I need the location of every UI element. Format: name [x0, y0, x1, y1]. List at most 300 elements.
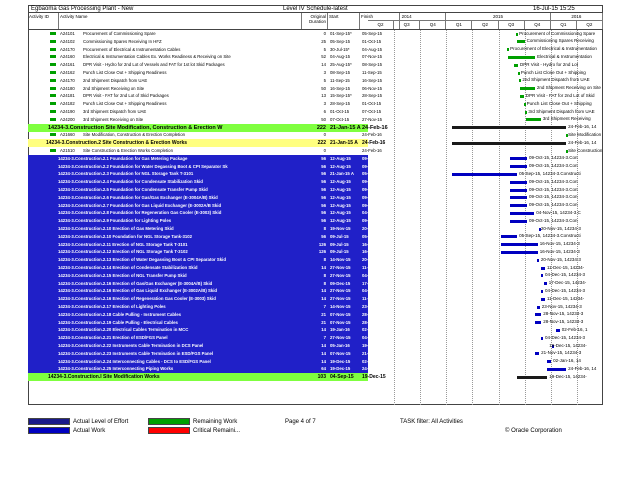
gantt-bar-label: 04-Dec-15, 14234-3	[544, 334, 585, 340]
activity-name: 14234-3.Construction.2.19 Cable Pulling - Electrical Cables	[58, 319, 178, 325]
gantt-bar[interactable]	[508, 56, 535, 59]
activity-row[interactable]	[28, 108, 382, 116]
finish-date: 24-Feb-16	[362, 148, 382, 153]
orig-duration: 52	[321, 54, 326, 60]
activity-row[interactable]	[28, 139, 386, 147]
start-date: 09-Jul-15	[330, 241, 349, 247]
gantt-bar-label: 24-Feb-16, 14	[568, 139, 597, 145]
start-date: 14-Nov-15	[330, 257, 351, 263]
activity-id: A24161	[60, 62, 75, 68]
activity-row[interactable]	[28, 287, 383, 295]
gantt-bar[interactable]	[452, 142, 566, 145]
start-date: 12-Aug-15	[330, 155, 351, 161]
activity-id: A24180	[60, 85, 75, 91]
gantt-bar-label: 11-Dec-15, 14234-	[546, 264, 585, 270]
gantt-bar-label: 09-Oct-15, 14234-3.Con	[528, 186, 578, 192]
gantt-bar[interactable]	[510, 220, 527, 223]
finish-date: 09-Oct-15	[362, 202, 382, 208]
start-date: 01-Sep-15*	[330, 31, 352, 36]
gantt-bar[interactable]	[507, 48, 509, 51]
orig-duration: 50	[321, 85, 326, 91]
quarter-q4: Q4	[420, 21, 446, 29]
finish-date: 09-Oct-15	[362, 163, 382, 169]
activity-type-icon	[50, 79, 56, 82]
activity-type-icon	[50, 48, 56, 51]
activity-row[interactable]	[28, 295, 383, 303]
activity-type-icon	[50, 63, 56, 66]
activity-row[interactable]	[28, 124, 388, 132]
gantt-bar-label: 23-Nov-15, 14234-3	[541, 303, 582, 309]
start-date: 12-Aug-15	[330, 194, 351, 200]
gantt-bar[interactable]	[510, 189, 527, 192]
legend-middle	[148, 418, 240, 436]
activity-name: 3rd Shipment Dispatch from UAE	[83, 109, 147, 114]
gantt-bar[interactable]	[510, 181, 527, 184]
orig-duration: 64	[321, 366, 326, 372]
year-2015: 2015	[446, 13, 550, 21]
activity-row[interactable]	[28, 350, 383, 358]
gantt-bar[interactable]	[537, 306, 540, 309]
report-title-bar	[28, 5, 603, 13]
activity-name: 2nd Shipment Dispatch from UAE	[83, 77, 148, 83]
gantt-chart	[368, 30, 603, 405]
task-filter: TASK filter: All Activities	[400, 419, 463, 425]
finish-date: 28-Sep-15	[362, 93, 383, 99]
activity-id: A24170	[60, 46, 75, 52]
finish-date: 16-Sep-15	[362, 77, 383, 83]
activity-row[interactable]	[28, 217, 382, 225]
orig-duration: 56	[321, 171, 326, 177]
activity-name: 14234-3.Construction.2.9 Foundation for Lighting Poles	[58, 218, 172, 224]
gantt-bar[interactable]	[517, 40, 525, 43]
orig-duration: 8	[323, 257, 326, 263]
activity-row[interactable]	[28, 53, 383, 61]
activity-name: Procurement of Electrical & Instrumentation Cables	[83, 46, 181, 52]
gantt-bar-label: 24-Feb-16, 14	[568, 124, 597, 130]
gantt-bar-label: 20-Nov-15, 14234-3	[540, 256, 581, 262]
gantt-bar[interactable]	[535, 313, 541, 316]
orig-duration: 14	[321, 296, 326, 302]
finish-date: 07-Oct-15	[362, 109, 382, 114]
gantt-bar[interactable]	[556, 329, 560, 332]
finish-date: 27-Nov-15	[362, 116, 383, 122]
quarter-q3: Q3	[499, 21, 525, 29]
finish-date: 16-Nov-15	[362, 241, 383, 247]
gantt-bar-label: 3rd Shipment Receiving	[542, 116, 591, 122]
gantt-bar[interactable]	[514, 64, 518, 67]
gantt-bar[interactable]	[541, 337, 543, 340]
start-date: 12-Aug-15	[330, 210, 351, 216]
activity-id: A21510	[60, 148, 75, 153]
gantt-bar[interactable]	[510, 204, 527, 207]
gantt-bar[interactable]	[501, 243, 538, 246]
orig-duration: 5	[323, 77, 326, 83]
activity-row[interactable]	[28, 170, 383, 178]
activity-row[interactable]	[28, 131, 382, 139]
finish-date: 07-Nov-15	[362, 54, 383, 60]
activity-row[interactable]	[28, 241, 383, 249]
activity-row[interactable]	[28, 77, 383, 85]
start-date: 27-Nov-15	[330, 272, 351, 278]
orig-duration: 56	[321, 187, 326, 192]
activity-id: A24182	[60, 101, 75, 107]
activity-name: 14234-3.Construction.2.8 Foundation for Regeneration Gas Cooler (E-3003) Skid	[58, 210, 222, 216]
gantt-bar[interactable]	[501, 235, 517, 238]
gantt-bar-label: 2nd Shipment Dispatch from UAE	[522, 77, 590, 83]
finish-date: 09-Oct-15	[362, 194, 382, 200]
activity-row[interactable]	[28, 358, 382, 366]
finish-date: 20-Nov-15	[362, 257, 383, 263]
activity-row[interactable]	[28, 116, 383, 124]
activity-row[interactable]	[28, 38, 382, 46]
activity-row[interactable]	[28, 92, 383, 100]
column-header	[28, 13, 603, 30]
finish-date: 09-Oct-15	[362, 218, 382, 224]
activity-row[interactable]	[28, 365, 383, 373]
gantt-bar[interactable]	[525, 111, 527, 114]
orig-duration: 0	[323, 148, 326, 153]
activity-name: 14234-3.Construction.2.17 Erection of Lighting Poles	[58, 304, 166, 309]
activity-row[interactable]	[28, 100, 382, 108]
orig-duration: 21	[321, 319, 326, 325]
start-date: 08-Sep-15	[330, 70, 351, 75]
start-date: 05-Jan-16	[330, 343, 350, 348]
finish-date: 17-Dec-15	[362, 280, 383, 286]
activity-name: 14234-3.Construction.2.18 Cable Pulling - Instrument Cables	[58, 311, 181, 317]
activity-row[interactable]	[28, 280, 383, 288]
gantt-bar[interactable]	[541, 274, 543, 277]
orig-duration: 56	[321, 233, 326, 239]
finish-date: 08-Sep-15	[362, 62, 383, 68]
start-date: 12-Aug-15	[330, 218, 351, 224]
activity-type-icon	[50, 55, 56, 58]
gridline	[499, 30, 500, 405]
activity-row[interactable]	[28, 272, 383, 280]
gantt-bar-label: Punch List Close Out + Shipping	[520, 69, 586, 75]
finish-date: 24-Feb-16	[362, 124, 388, 131]
orig-duration: 14	[321, 265, 326, 270]
finish-date: 05-Sep-15	[362, 233, 383, 239]
start-date: 09-Dec-15	[330, 280, 351, 286]
start-date: 09-Jul-15	[330, 233, 349, 239]
legend-swatch-remaining	[148, 418, 190, 425]
gantt-bar[interactable]	[524, 103, 526, 106]
copyright: © Oracle Corporation	[505, 428, 562, 434]
gantt-bar[interactable]	[516, 33, 518, 36]
activity-name: 2nd Shipment Receiving on Site	[83, 85, 145, 91]
legend-label-remaining: Remaining Work	[193, 419, 238, 426]
activity-row[interactable]	[28, 202, 382, 210]
start-date: 16-Sep-15	[330, 85, 351, 91]
activity-name: Site Modification, Construction & Erection Completion	[83, 132, 185, 138]
project-title: Egbaoma Gas Processing Plant - New	[31, 6, 134, 12]
activity-row[interactable]	[28, 326, 383, 334]
finish-date: 02-Feb-16	[362, 327, 383, 333]
orig-duration: 222	[316, 124, 326, 131]
finish-date: 23-Nov-15	[362, 304, 383, 309]
activity-type-icon	[50, 94, 56, 97]
orig-duration: 5	[323, 46, 326, 52]
activity-name: 14234-3.Construction.2.4 Foundation for Condensate Stabilization Skid	[58, 179, 203, 185]
gantt-bar-label: 05-Sep-15, 14234-3.Constructi	[519, 233, 581, 239]
activity-name: 14234-3.Construction.I Site Modification Works	[48, 374, 160, 381]
gantt-bar[interactable]	[452, 126, 566, 129]
gantt-bar[interactable]	[501, 251, 538, 254]
start-date: 21-Jan-15 A	[330, 124, 361, 131]
activity-id: A24200	[60, 116, 75, 122]
gantt-bar[interactable]	[537, 259, 539, 262]
start-date: 11-Sep-15	[330, 77, 350, 83]
gantt-bar-label: Punch List Close Out + Shipping	[526, 100, 592, 106]
gantt-bar[interactable]	[510, 165, 527, 168]
activity-row[interactable]	[28, 334, 383, 342]
start-date: 14-Nov-15	[330, 304, 351, 309]
activity-name: Site Construction & Erection Works Completion	[83, 148, 173, 153]
activity-row[interactable]	[28, 178, 382, 186]
activity-name: Punch List Close Out + Shipping Readiness	[83, 101, 167, 107]
legend-swatch-loe	[28, 418, 70, 425]
gantt-bar[interactable]	[541, 290, 543, 293]
activity-row[interactable]	[28, 264, 383, 272]
start-date: 12-Aug-15	[330, 163, 351, 169]
finish-date: 16-Nov-15	[362, 249, 383, 255]
start-date: 12-Aug-15	[330, 202, 351, 208]
orig-duration: 50	[321, 116, 326, 122]
activity-row[interactable]	[28, 194, 382, 202]
activity-name: 14234-3.Construction.2.10 Erection of Gas Metering Skid	[58, 226, 174, 231]
start-date: 19-Nov-15	[330, 226, 351, 231]
finish-date: 19-Dec-15	[362, 343, 383, 348]
activity-name: Punch List Close Out + Shipping Readiness	[83, 70, 167, 75]
activity-row[interactable]	[28, 233, 383, 241]
activity-row[interactable]	[28, 342, 383, 350]
gantt-bar[interactable]	[535, 352, 539, 355]
activity-type-icon	[50, 32, 56, 35]
gantt-bar-label: 05-Sep-15, 14234-3.Constructi	[519, 170, 581, 176]
finish-date: 11-Sep-15	[362, 70, 382, 75]
orig-duration: 14	[321, 358, 326, 364]
gantt-bar-label: 04-Dec-15, 14234-3	[544, 287, 585, 293]
gantt-bar-label: 16-Nov-15, 14234-3	[539, 241, 580, 247]
legend-actual-loe	[28, 418, 128, 427]
start-date: 15-Sep-15*	[330, 93, 352, 99]
finish-date: 05-Sep-15	[362, 31, 383, 36]
gantt-bar[interactable]	[520, 95, 524, 98]
col-activity-id[interactable]: Activity ID	[28, 13, 59, 29]
orig-duration: 8	[323, 226, 326, 231]
gantt-bar[interactable]	[541, 267, 545, 270]
start-date: 04-Aug-15	[330, 54, 351, 60]
orig-duration: 56	[321, 218, 326, 224]
activity-type-icon	[50, 118, 56, 121]
activity-name: 14234-3.Construction.2.23 Instruments Cable Termination in ESD/FGS Panel	[58, 350, 214, 356]
start-date: 21-Jan-15 A	[330, 171, 354, 177]
legend-actual-work	[28, 427, 128, 436]
finish-date: 09-Oct-15	[362, 179, 382, 185]
finish-date: 04-Aug-15	[362, 46, 383, 52]
start-date: 07-Nov-15	[330, 319, 351, 325]
finish-date: 24-Feb-16	[362, 366, 383, 372]
col-activity-name[interactable]: Activity Name	[59, 13, 302, 29]
activity-row[interactable]	[28, 61, 383, 69]
filter-info	[400, 418, 562, 436]
activity-row[interactable]	[28, 46, 383, 54]
quarter-q1: Q1	[446, 21, 472, 29]
gantt-bar[interactable]	[517, 376, 547, 379]
finish-date: 21-Nov-15	[362, 350, 383, 356]
gantt-bar-label: 02-Jan-16, 14	[553, 358, 581, 364]
legend-label-critical: Critical Remaini...	[193, 428, 241, 435]
orig-duration: 126	[318, 241, 326, 247]
finish-date: 09-Oct-15	[362, 155, 382, 161]
activity-name: 14234-3.Construction.2.16 Erection of Gas/Gas Exchanger (E-3004A/B) Skid	[58, 280, 213, 286]
start-date: 27-Nov-15	[330, 296, 351, 302]
gantt-bar-label: 09-Oct-15, 14234-3.Con	[528, 155, 578, 161]
col-start[interactable]: Start	[328, 13, 360, 29]
activity-id: A24162	[60, 70, 75, 75]
gantt-bar[interactable]	[519, 79, 521, 82]
gantt-bar-label: 21-Nov-15, 14234-3	[541, 350, 582, 356]
gantt-bar-label: 20-Nov-15, 14234-3	[540, 225, 581, 231]
finish-date: 04-Nov-15	[362, 210, 383, 216]
activity-name: 14234-3.Construction.2.25 Interconnecting Piping Works	[58, 366, 174, 372]
gantt-bar-label: 19-Dec-15, 14234-	[549, 373, 587, 379]
legend-label-loe: Actual Level of Effort	[73, 419, 129, 426]
gantt-bar[interactable]	[452, 173, 517, 176]
finish-date: 05-Sep-15	[362, 171, 383, 177]
finish-date: 04-Dec-15	[362, 335, 383, 341]
col-orig-duration[interactable]: Original Duration	[302, 13, 328, 29]
activity-name: 14234-3.Construction.2.16 Erection of Regeneration Gas Cooler (E-3003) Skid	[58, 296, 216, 302]
quarter-q2: Q2	[577, 21, 603, 29]
col-finish[interactable]: Finish	[360, 13, 400, 29]
activity-row[interactable]	[28, 303, 383, 311]
gantt-bar[interactable]	[535, 321, 541, 324]
activity-row[interactable]	[28, 69, 382, 77]
activity-id: A24102	[60, 38, 75, 44]
activity-row[interactable]	[28, 155, 382, 163]
gantt-bar[interactable]	[526, 118, 541, 121]
activity-id: A24181	[60, 93, 75, 99]
legend-left	[28, 418, 128, 436]
orig-duration: 222	[317, 140, 326, 147]
activity-type-icon	[50, 71, 56, 74]
start-date: 28-Sep-15	[330, 101, 351, 107]
orig-duration: 56	[321, 202, 326, 208]
gantt-bar[interactable]	[547, 360, 551, 363]
activity-type-icon	[50, 102, 56, 105]
finish-date: 09-Oct-15	[362, 187, 382, 192]
orig-duration: 6	[323, 109, 326, 114]
activity-row[interactable]	[28, 319, 383, 327]
gantt-bar[interactable]	[510, 212, 534, 215]
start-date: 07-Oct-15	[330, 116, 350, 122]
finish-date: 19-Dec-15	[362, 374, 386, 381]
gantt-bar-label: 3rd Shipment Dispatch from UAE	[528, 108, 595, 114]
activity-name: 14234-3.Construction.2.15 Erection of NGL Transfer Pump Skid	[58, 272, 187, 278]
gantt-bar-label: 04-Dec-15, 14234-3	[544, 272, 585, 278]
gantt-bar-label: Site Construction	[568, 147, 603, 153]
gantt-bar-label: 09-Oct-15, 14234-3.Con	[528, 163, 578, 169]
activity-type-icon	[50, 87, 56, 90]
activity-row[interactable]	[28, 163, 382, 171]
activity-name: DPR Visit - Hydro for 2nd Lot of Vessels and FAT for 1st lot Skid Packages	[83, 62, 225, 68]
activity-name: 14234-3.Construction.2.24 Interconnecting Cables - DCS to ESD/FGS Panel	[58, 358, 211, 364]
orig-duration: 21	[321, 311, 326, 317]
orig-duration: 56	[321, 163, 326, 169]
timescale	[368, 13, 603, 29]
activity-row[interactable]	[28, 256, 383, 264]
quarter-q2: Q2	[472, 21, 498, 29]
gantt-bar-label: 04-Nov-15, 14234-3.C	[536, 209, 581, 215]
activity-id: A24170	[60, 77, 75, 83]
activity-row[interactable]	[28, 30, 383, 38]
activity-row[interactable]	[28, 209, 383, 217]
activity-name: 14234-3.Construction.2.11 Erection of NGL Storage Tank T-3101	[58, 241, 188, 247]
gantt-bar[interactable]	[541, 298, 545, 301]
gantt-bar-label: Site Modification	[568, 131, 602, 137]
activity-name: 14234-3.Construction Site Modification, Construction & Erection W	[48, 124, 223, 131]
gantt-bar[interactable]	[520, 87, 535, 90]
gantt-bar-label: DPR Visit - Hydro for 2nd Lot	[519, 61, 578, 67]
orig-duration: 7	[323, 304, 326, 309]
activity-name: Electrical & Instrumentation Cables Ex. Works Readiness & Receiving on Site	[83, 54, 231, 60]
activity-row[interactable]	[28, 248, 383, 256]
activity-row[interactable]	[28, 147, 382, 155]
activity-row[interactable]	[28, 311, 383, 319]
activity-id: A24101	[60, 31, 75, 36]
activity-row[interactable]	[28, 85, 383, 93]
activity-name: 14234-3.Construction.2.3 Foundation for NGL Storage Tank T-3101	[58, 171, 194, 177]
start-date: 05-Sep-15	[330, 38, 351, 44]
orig-duration: 103	[317, 374, 326, 381]
gantt-bar[interactable]	[544, 282, 546, 285]
gridline	[394, 30, 395, 405]
finish-date: 24-Feb-16	[362, 140, 386, 147]
finish-date: 02-Jan-16	[362, 358, 382, 364]
quarter-q2: Q2	[368, 21, 394, 29]
orig-duration: 126	[318, 249, 326, 255]
activity-name: 14234-3.Construction.2.10 Foundation for NGL Storage Tank-3102	[58, 233, 193, 239]
activity-row[interactable]	[28, 186, 382, 194]
activity-type-icon	[50, 133, 56, 136]
gridline	[446, 30, 447, 405]
gantt-bar-label: 28-Nov-15, 14234-3	[543, 311, 584, 317]
gantt-bar[interactable]	[547, 368, 566, 371]
start-date: 19-Dec-15	[330, 366, 351, 372]
activity-type-icon	[50, 40, 56, 43]
orig-duration: 3	[323, 101, 326, 107]
activity-row[interactable]	[28, 225, 383, 233]
activity-id: A24190	[60, 109, 75, 114]
orig-duration: 13	[321, 93, 326, 99]
orig-duration: 14	[321, 62, 326, 68]
activity-row[interactable]	[28, 373, 386, 381]
gantt-bar-label: DPR Visit - FAT for 2nd Lot of Skid	[525, 92, 595, 98]
legend-label-actual: Actual Work	[73, 428, 106, 435]
activity-name: 14234-3.Construction.2.7 Foundation for Gas Liquid Exchanger (E-3002A/B Skid	[58, 202, 222, 208]
gantt-bar[interactable]	[510, 157, 527, 160]
page-number: Page 4 of 7	[285, 419, 316, 425]
activity-name: 3rd Shipment Receiving on Site	[83, 116, 144, 122]
activity-name: 14234-3.Construction.2.20 Electrical Cables Termination in MCC	[58, 327, 189, 333]
gantt-bar[interactable]	[518, 72, 520, 75]
start-date: 12-Aug-15	[330, 187, 351, 192]
activity-name: 14234-3.Construction.2.13 Erection of Water Degassing Boot & CPI Separator Skid	[58, 257, 226, 263]
start-date: 27-Nov-15	[330, 335, 351, 341]
gantt-bar[interactable]	[510, 196, 527, 199]
activity-name: 14234-3.Construction.2.12 Erection of NGL Storage Tank T-3102	[58, 249, 188, 255]
